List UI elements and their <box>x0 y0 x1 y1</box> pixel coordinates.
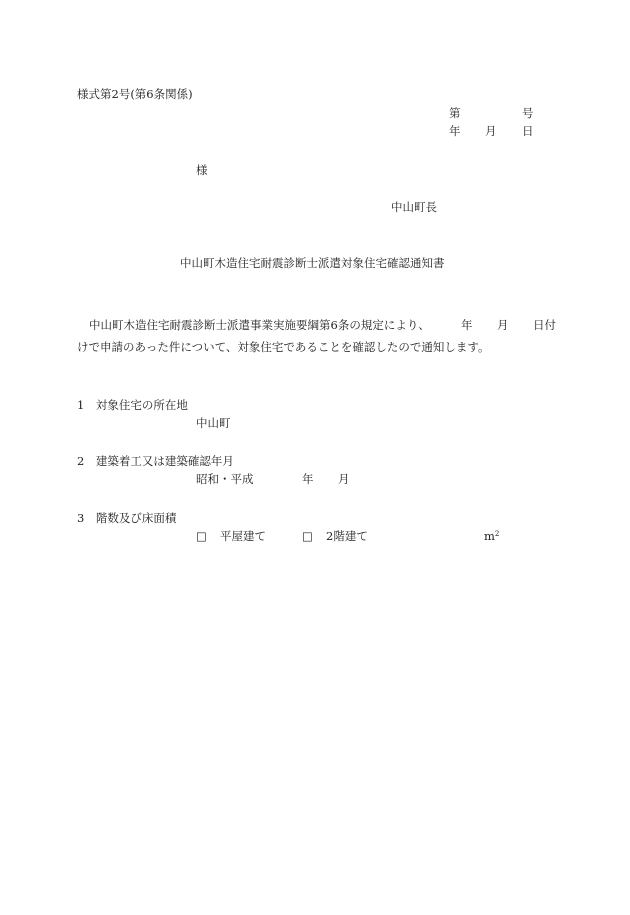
item-location-value: 中山町 <box>196 416 231 430</box>
single-story-label: 平屋建て <box>220 529 266 543</box>
date-month-label: 月 <box>485 124 497 138</box>
item-construction-label: 2 建築着工又は建築確認年月 <box>77 454 234 468</box>
body-line2: けで申請のあった件について、対象住宅であることを確認したので通知します。 <box>77 340 490 354</box>
two-story-label: 2階建て <box>326 529 368 543</box>
form-label: 様式第2号(第6条関係) <box>77 87 193 101</box>
document-title: 中山町木造住宅耐震診断士派遣対象住宅確認通知書 <box>180 256 445 270</box>
item-construction-month: 月 <box>338 472 350 486</box>
body-date-suffix: 日付 <box>533 318 556 332</box>
item-location-label: 1 対象住宅の所在地 <box>77 398 188 412</box>
body-month-label: 月 <box>497 318 509 332</box>
date-year-label: 年 <box>449 124 461 138</box>
body-line1: 中山町木造住宅耐震診断士派遣事業実施要綱第6条の規定により、 <box>89 318 430 332</box>
issuer: 中山町長 <box>391 200 437 214</box>
area-unit-base: m <box>484 529 495 543</box>
date-day-label: 日 <box>522 124 534 138</box>
area-unit <box>484 529 499 545</box>
item-floors-label: 3 階数及び床面積 <box>77 511 177 525</box>
doc-number-dai: 第 <box>449 106 461 120</box>
doc-number-go: 号 <box>522 106 534 120</box>
item-construction-era: 昭和・平成 <box>196 472 254 486</box>
checkbox-two-story[interactable]: □ <box>302 529 313 543</box>
addressee-suffix: 様 <box>196 163 208 177</box>
body-year-label: 年 <box>461 318 473 332</box>
item-construction-year: 年 <box>302 472 314 486</box>
checkbox-single-story[interactable]: □ <box>196 529 207 543</box>
area-unit-superscript: 2 <box>494 530 500 538</box>
